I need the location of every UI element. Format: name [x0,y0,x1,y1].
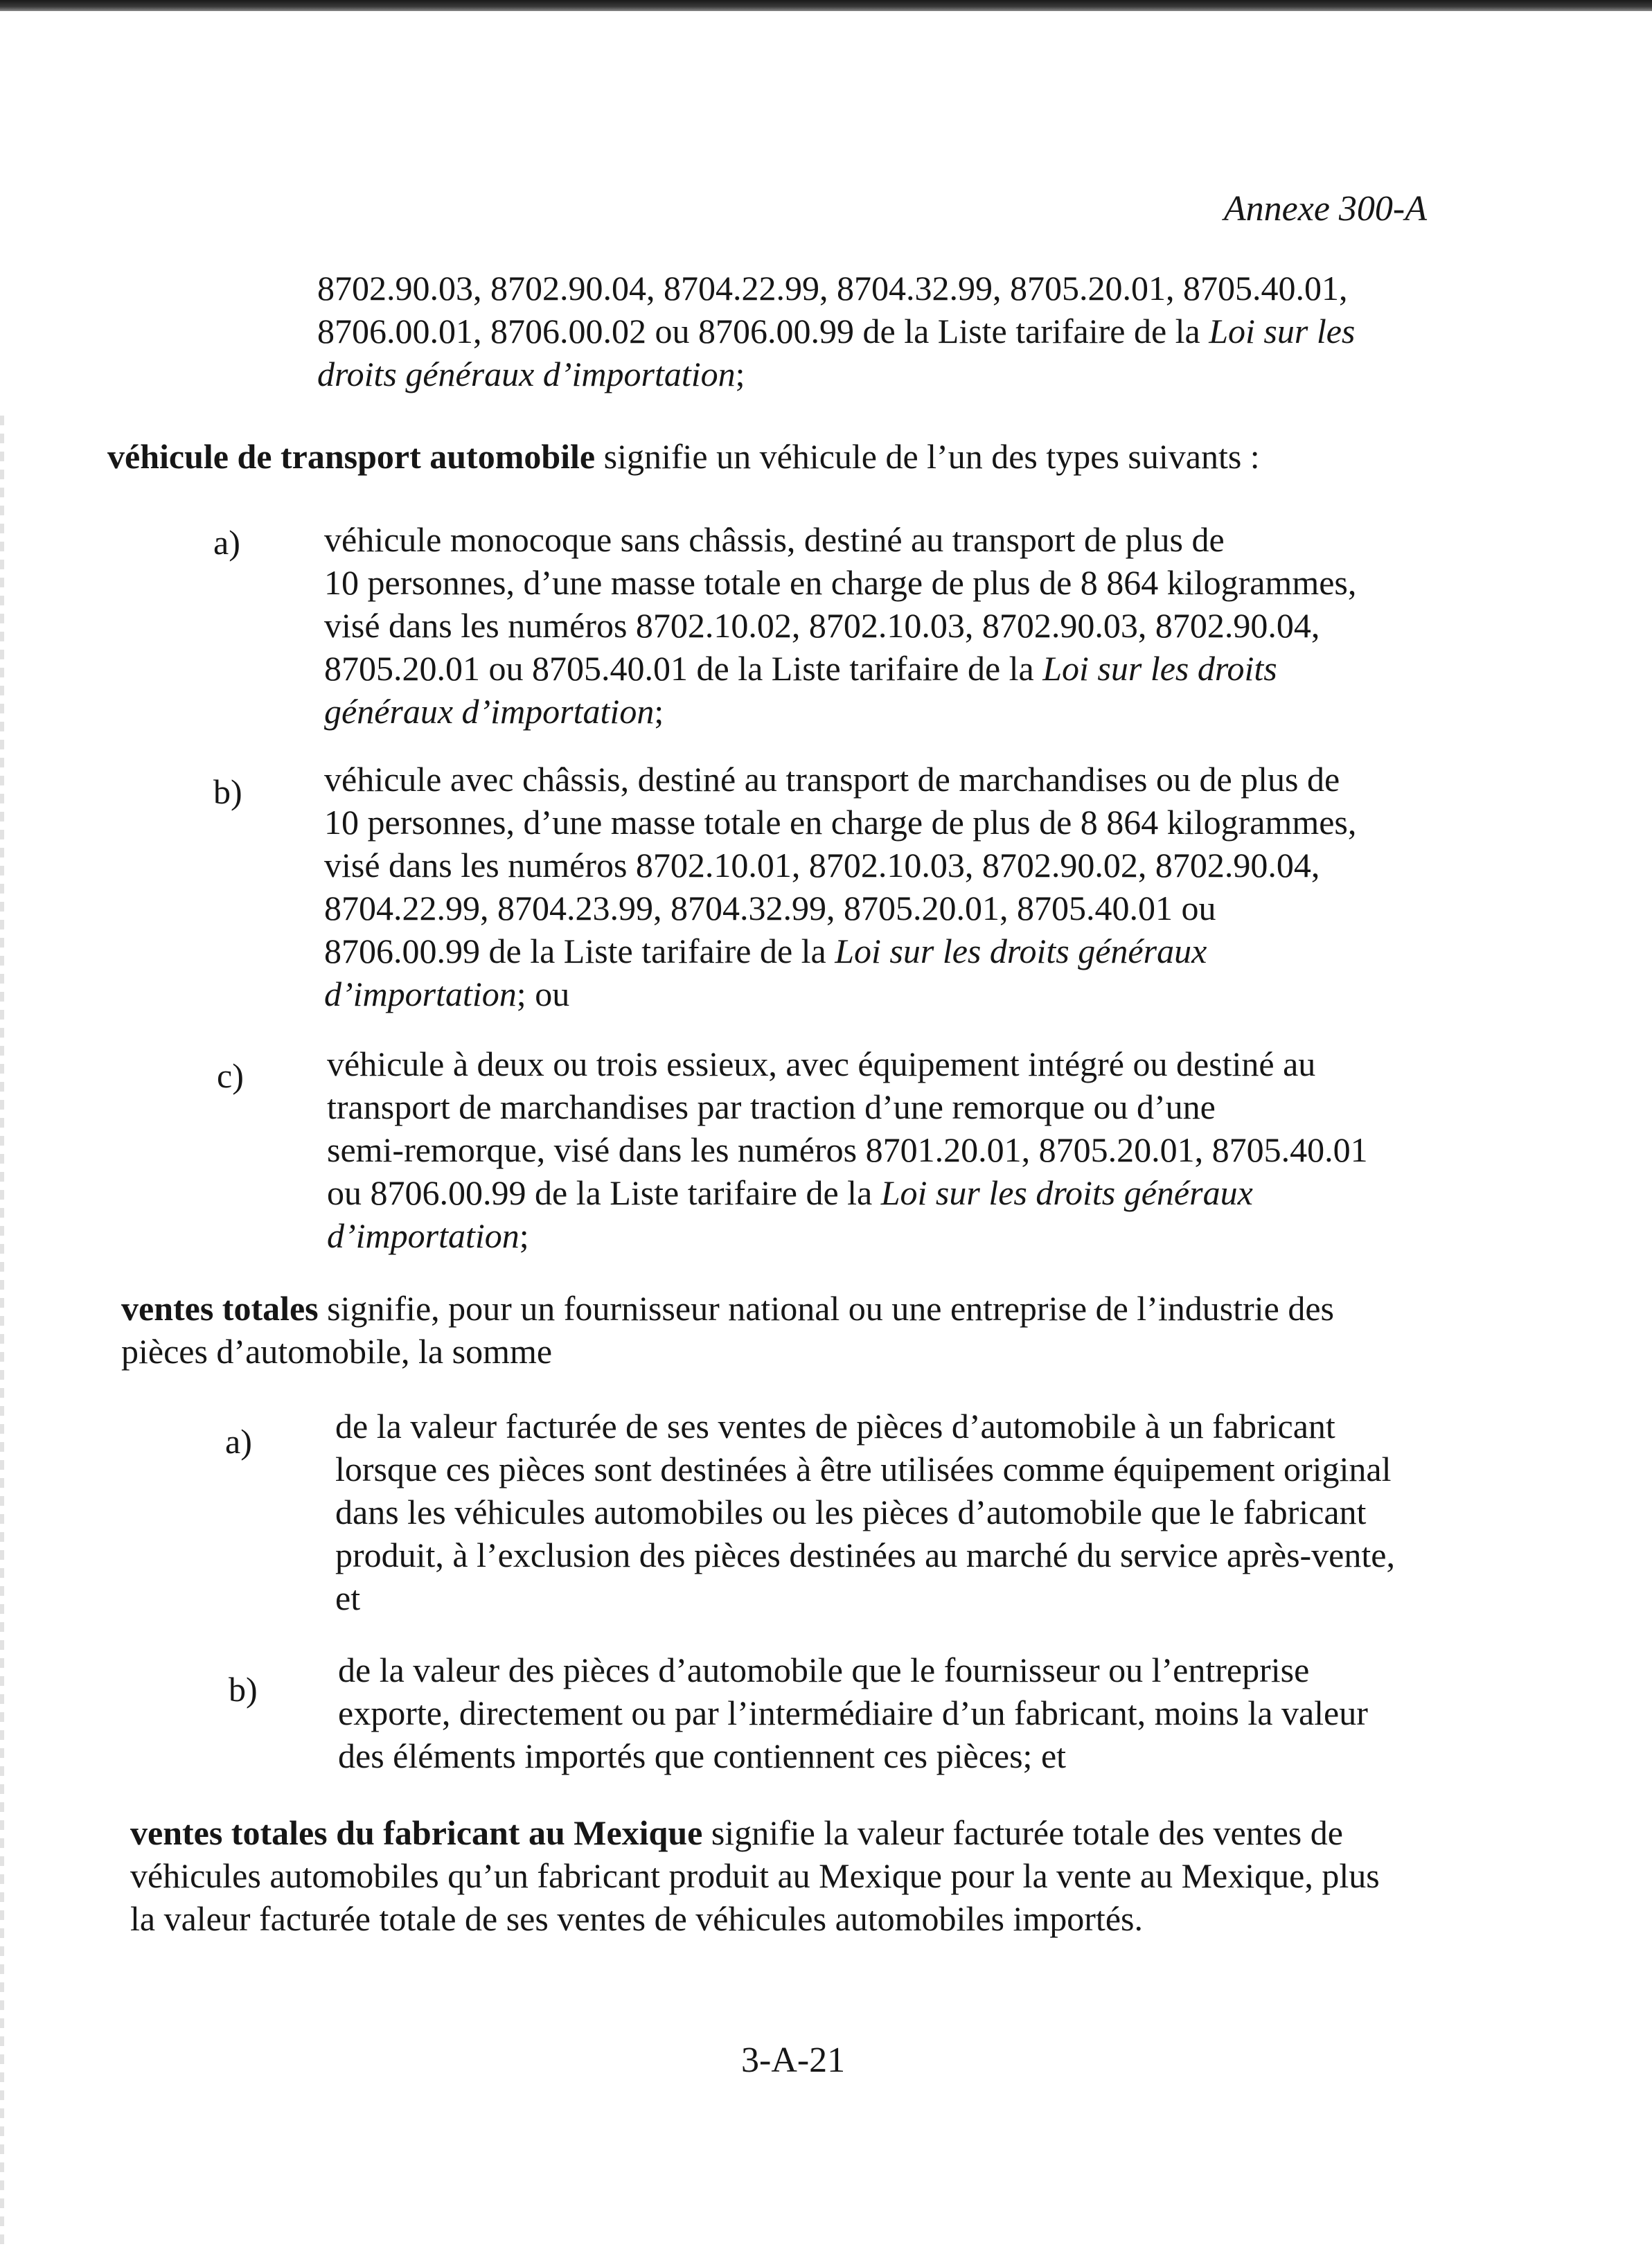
list-marker: a) [225,1422,252,1461]
annex-header: Annexe 300-A [1223,189,1427,229]
text-line: de la valeur facturée de ses ventes de pièces d’automobile à un fabricant [335,1407,1335,1446]
text-line: 8702.90.03, 8702.90.04, 8704.22.99, 8704.32.99, 8705.20.01, 8705.40.01, [317,269,1348,308]
defined-term: véhicule de transport automobile [107,437,596,476]
text-line: véhicule à deux ou trois essieux, avec équipement intégré ou destiné au [327,1045,1316,1083]
list-marker: a) [213,523,240,562]
list-item-c [327,1042,1368,1257]
text-line: d’importation; ou [324,975,570,1013]
text-line: d’importation; [327,1216,529,1255]
definition-line: ventes totales signifie, pour un fournisseur national ou une entreprise de l’industrie des [121,1289,1334,1328]
list-item-b [324,758,1356,1015]
text-line: 8705.20.01 ou 8705.40.01 de la Liste tarifaire de la Loi sur les droits [324,649,1277,688]
text-line: lorsque ces pièces sont destinées à être utilisées comme équipement original [335,1450,1392,1488]
list-item-a [324,518,1356,733]
text-line: 10 personnes, d’une masse totale en charge de plus de 8 864 kilogrammes, [324,803,1357,842]
text-line: de la valeur des pièces d’automobile que le fournisseur ou l’entreprise [338,1651,1310,1689]
list-marker: b) [213,772,242,811]
text-line: produit, à l’exclusion des pièces destinées au marché du service après-vente, [335,1536,1395,1574]
defined-term: ventes totales [121,1289,319,1328]
definition-ventes-totales-mexique [130,1811,1380,1940]
scan-top-edge [0,0,1652,11]
text-line: véhicules automobiles qu’un fabricant produit au Mexique pour la vente au Mexique, plus [130,1856,1380,1895]
text-line: transport de marchandises par traction d’une remorque ou d’une [327,1087,1216,1126]
text-line: semi-remorque, visé dans les numéros 8701.20.01, 8705.20.01, 8705.40.01 [327,1130,1368,1169]
definition-vehicule-transport [107,435,1260,478]
text-line: ou 8706.00.99 de la Liste tarifaire de la Loi sur les droits généraux [327,1173,1253,1212]
definition-ventes-totales [121,1287,1334,1373]
text-line: visé dans les numéros 8702.10.02, 8702.10.03, 8702.90.03, 8702.90.04, [324,606,1320,645]
text-line: exporte, directement ou par l’intermédiaire d’un fabricant, moins la valeur [338,1694,1368,1732]
text-line: 8704.22.99, 8704.23.99, 8704.32.99, 8705.20.01, 8705.40.01 ou [324,889,1216,927]
page-number: 3-A-21 [741,2041,846,2080]
definition-line: véhicule de transport automobile signifie un véhicule de l’un des types suivants : [107,437,1260,476]
text-line: 10 personnes, d’une masse totale en charge de plus de 8 864 kilogrammes, [324,563,1357,602]
text-line: 8706.00.99 de la Liste tarifaire de la Loi sur les droits généraux [324,932,1207,970]
text-line: 8706.00.01, 8706.00.02 ou 8706.00.99 de la Liste tarifaire de la Loi sur les [317,312,1356,350]
continuation-paragraph [317,267,1355,395]
text-line: des éléments importés que contiennent ces pièces; et [338,1736,1067,1775]
list-marker: b) [229,1670,258,1709]
text-line: visé dans les numéros 8702.10.01, 8702.10.03, 8702.90.02, 8702.90.04, [324,846,1320,885]
text-line: véhicule monocoque sans châssis, destiné au transport de plus de [324,520,1225,559]
text-line: droits généraux d’importation; [317,355,745,393]
list-item-b [338,1648,1368,1777]
text-line: véhicule avec châssis, destiné au transport de marchandises ou de plus de [324,760,1340,799]
text-line: la valeur facturée totale de ses ventes de véhicules automobiles importés. [130,1899,1143,1938]
scan-left-edge [0,416,4,2244]
text-line: et [335,1579,361,1617]
list-item-a [335,1405,1395,1619]
list-marker: c) [217,1056,244,1095]
text-line: dans les véhicules automobiles ou les pièces d’automobile que le fabricant [335,1493,1367,1531]
definition-line: ventes totales du fabricant au Mexique signifie la valeur facturée totale des ventes de [130,1813,1343,1852]
defined-term: ventes totales du fabricant au Mexique [130,1813,703,1852]
text-line: généraux d’importation; [324,692,664,731]
text-line: pièces d’automobile, la somme [121,1332,553,1371]
